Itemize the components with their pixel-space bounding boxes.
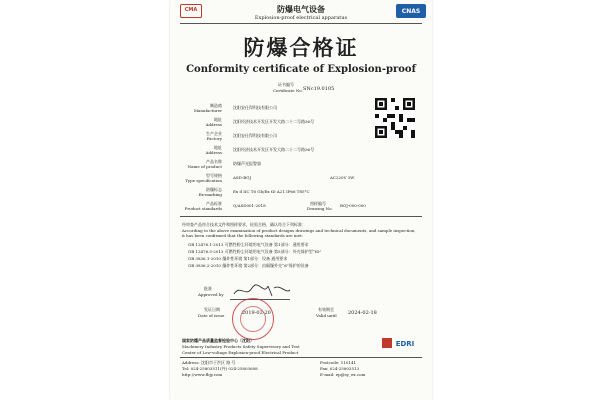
official-seal-inner	[240, 306, 266, 332]
drawing-no-label-cn: 图样编号	[310, 201, 326, 206]
footer-divider	[180, 357, 422, 358]
valid-label-cn: 有效期至	[318, 307, 334, 312]
footer-tel: Tel: 024-25803511(外) 024-25803608	[182, 366, 258, 371]
standard-item: GB 3836.2-2010 爆炸性环境 第2部分：由隔爆外壳“d”保护的设备	[188, 263, 309, 268]
valid-label-en: Valid until	[316, 313, 337, 318]
footer-postcode: Postcode: 110141	[320, 360, 357, 365]
product-name-label-en: Name of product	[187, 164, 222, 169]
factory-label-en: Factory	[206, 136, 222, 141]
product-standard-value: Q/ASD001-2018	[233, 203, 266, 208]
manufacturer-value: 沈阳安仕得科技有限公司	[233, 105, 277, 110]
standard-item: GB 12476.1-2013 可燃性粉尘环境用电气设备 第1部分：通用要求	[188, 242, 309, 247]
edri-logo	[382, 338, 418, 348]
cert-number: SNc19.0105	[303, 86, 335, 92]
header-divider	[180, 23, 422, 24]
ex-marking-label-cn: 防爆标志	[206, 187, 222, 192]
issue-label-en: Date of issue	[198, 313, 225, 318]
footer-address: Address: 沈阳市于洪区 路 号	[182, 360, 236, 365]
edri-logo-text: EDRI	[395, 340, 415, 348]
product-name-value: 防爆声光报警器	[233, 161, 261, 166]
factory-label-cn: 生产企业	[206, 131, 222, 136]
issuing-org-en-1: Machinery Industry Products Safety Supervisory and Test	[182, 344, 300, 349]
factory-address-label-en: Address	[205, 150, 222, 155]
drawing-no-label-en: Drawing No.	[307, 206, 333, 211]
factory-address-label-cn: 地址	[214, 145, 222, 150]
factory-value: 沈阳安仕得科技有限公司	[233, 133, 277, 138]
issuing-org-en-2: Center of Low-voltage Explosion-proof Electrical Product	[182, 350, 299, 355]
drawing-no-value: BGJ-000-000	[340, 203, 366, 208]
ex-marking-value: Ex d IIC T6 Gb/Ex tD A21 IP66 T85°C	[233, 189, 310, 194]
type-spec-label-cn: 型号规格	[206, 173, 222, 178]
footer-fax: Fax: 024-25803513	[320, 366, 360, 371]
address-label-en: Address	[205, 122, 222, 127]
factory-address-value: 沈阳经济技术开发区开发大路二十二号路36号	[233, 147, 315, 152]
statement-cn: 经审查产品符合技术文件和图样要求，检验合格，确认符合下列标准：	[182, 222, 306, 227]
cma-logo: CMA	[180, 4, 202, 18]
issuing-org-cn: 国家防爆产品质量监督检验中心（沈阳）	[182, 338, 254, 343]
body-divider	[180, 216, 422, 217]
approved-label-cn: 批准	[204, 286, 212, 291]
ex-marking-label-en: Ex-marking	[198, 192, 222, 197]
manufacturer-label-en: Manufacturer	[193, 108, 222, 113]
cnas-logo-text: CNAS	[401, 8, 421, 15]
apparatus-title-cn: 防爆电气设备	[277, 4, 325, 14]
rating-value: AC220V 3W	[330, 175, 355, 180]
footer-email: E-mail: ep@sy_ex.com	[320, 372, 366, 377]
issue-label-cn: 发证日期	[204, 307, 220, 312]
product-name-label-cn: 产品名称	[206, 159, 222, 164]
address-label-cn: 地址	[214, 117, 222, 122]
valid-date: 2024-02-18	[348, 310, 377, 316]
manufacturer-label-cn: 制造商	[210, 103, 222, 108]
signature	[232, 282, 292, 300]
type-spec-label-en: Type specification	[185, 178, 222, 183]
cert-no-label-cn: 证书编号	[278, 82, 294, 87]
certificate-title-cn: 防爆合格证	[243, 35, 359, 60]
certificate	[170, 0, 432, 400]
standards-label-en: Product standards	[184, 206, 222, 211]
footer-web: http://www.fbjy.com	[182, 372, 223, 377]
type-spec-value: ASD-BGJ	[233, 175, 252, 180]
standards-label-cn: 产品标准	[206, 201, 222, 206]
approved-label-en: Approved by	[198, 292, 224, 297]
standard-item: GB 12476.5-2013 可燃性粉尘环境用电气设备 第5部分：外壳保护型“tD”	[188, 249, 322, 254]
qr-code	[375, 98, 415, 138]
address-value: 沈阳经济技术开发区开发大路二十二号路36号	[233, 119, 315, 124]
issue-date: 2019-02-20	[242, 310, 271, 316]
statement-en: According to the above examination of product designs drawings and technical documents, and sample inspection, it has been confirmed that the following standards are met:	[182, 228, 416, 238]
cert-no-label-en: Certificate No.	[273, 88, 303, 93]
standard-item: GB 3836.1-2010 爆炸性环境 第1部分：设备 通用要求	[188, 256, 288, 261]
certificate-title-en: Conformity certificate of Explosion-proof	[186, 64, 416, 75]
apparatus-title-en: Explosion-proof electrical apparatus	[254, 15, 348, 21]
